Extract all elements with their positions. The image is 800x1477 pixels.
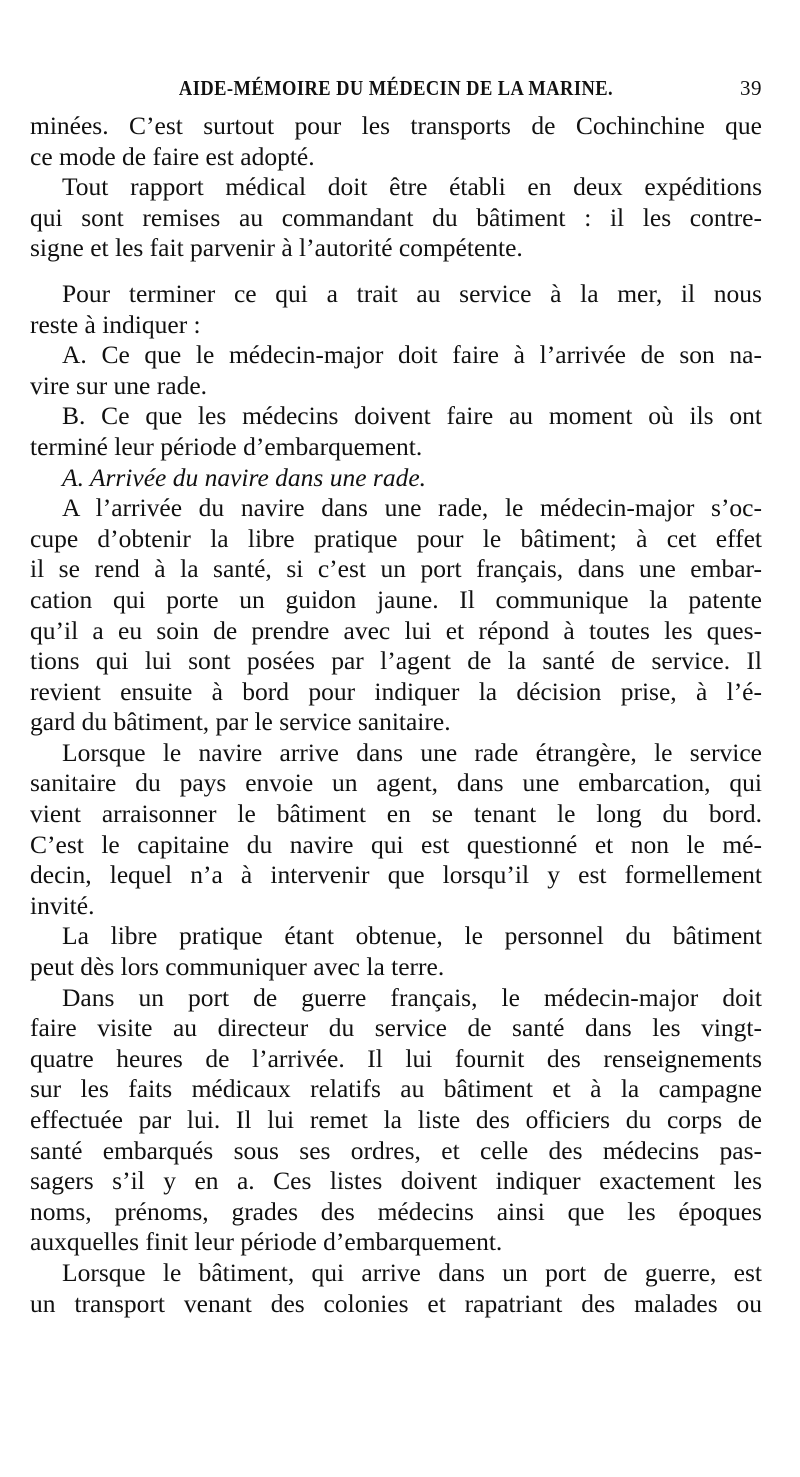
text-line: auxquelles finit leur période d’embarquement. [30, 1227, 503, 1257]
text-line: tions qui lui sont posées par l’agent de la santé de service. Il [30, 646, 762, 676]
text-line: decin, lequel n’a à intervenir que lorsqu’il y est formellement [30, 860, 762, 890]
text-line: faire visite au directeur du service de santé dans les vingt- [30, 1013, 762, 1043]
page-header [30, 76, 762, 106]
text-line: revient ensuite à bord pour indiquer la décision prise, à l’é- [30, 676, 762, 706]
text-line: minées. C’est surtout pour les transports de Cochinchine que [30, 111, 762, 140]
section-heading: A. Arrivée du navire dans une rade. [62, 462, 427, 492]
text-line: qui sont remises au commandant du bâtiment : il les contre- [30, 202, 762, 232]
text-line: reste à indiquer : [30, 309, 201, 339]
text-line: sanitaire du pays envoie un agent, dans une embarcation, qui [30, 768, 762, 798]
text-line: Tout rapport médical doit être établi en deux expéditions [62, 172, 762, 202]
text-line: effectuée par lui. Il lui remet la liste des officiers du corps de [30, 1105, 762, 1134]
text-line: A l’arrivée du navire dans une rade, le médecin-major s’oc- [62, 493, 762, 523]
text-line: santé embarqués sous ses ordres, et celle des médecins pas- [30, 1135, 762, 1165]
text-line: quatre heures de l’arrivée. Il lui fournit des renseignements [30, 1043, 762, 1073]
page-number: 39 [740, 76, 762, 100]
text-line: peut dès lors communiquer avec la terre. [30, 952, 445, 982]
text-line: La libre pratique étant obtenue, le personnel du bâtiment [62, 921, 762, 951]
text-line: gard du bâtiment, par le service sanitaire. [30, 707, 451, 737]
text-line: signe et les fait parvenir à l’autorité compétente. [30, 233, 523, 263]
text-line: Lorsque le bâtiment, qui arrive dans un port de guerre, est [62, 1257, 762, 1287]
body-text [30, 111, 762, 1319]
text-line: Pour terminer ce qui a trait au service à la mer, il nous [62, 278, 762, 308]
text-line: qu’il a eu soin de prendre avec lui et répond à toutes les ques- [30, 615, 762, 645]
text-line: cupe d’obtenir la libre pratique pour le bâtiment; à cet effet [30, 523, 762, 553]
text-line: C’est le capitaine du navire qui est questionné et non le mé- [30, 829, 762, 859]
running-title: AIDE-MÉMOIRE DU MÉDECIN DE LA MARINE. [178, 76, 614, 100]
paragraph-gap [30, 264, 762, 279]
text-line: cation qui porte un guidon jaune. Il communique la patente [30, 584, 762, 614]
text-line: il se rend à la santé, si c’est un port français, dans une embar- [30, 554, 762, 584]
text-line: vire sur une rade. [30, 370, 208, 400]
text-line: sur les faits médicaux relatifs au bâtiment et à la campagne [30, 1074, 762, 1104]
text-line: invité. [30, 890, 95, 920]
text-line: noms, prénoms, grades des médecins ainsi que les époques [30, 1196, 762, 1226]
text-line: B. Ce que les médecins doivent faire au moment où ils ont [62, 401, 762, 431]
text-line: un transport venant des colonies et rapatriant des malades ou [30, 1288, 762, 1318]
book-page [30, 0, 762, 1477]
text-line: Dans un port de guerre français, le médecin-major doit [62, 982, 762, 1012]
text-line: vient arraisonner le bâtiment en se tenant le long du bord. [30, 799, 762, 829]
text-line: A. Ce que le médecin-major doit faire à l’arrivée de son na- [62, 340, 762, 370]
text-line: Lorsque le navire arrive dans une rade étrangère, le service [62, 737, 762, 767]
text-line: terminé leur période d’embarquement. [30, 431, 423, 461]
text-line: ce mode de faire est adopté. [30, 141, 315, 171]
text-line: sagers s’il y en a. Ces listes doivent indiquer exactement les [30, 1166, 762, 1196]
